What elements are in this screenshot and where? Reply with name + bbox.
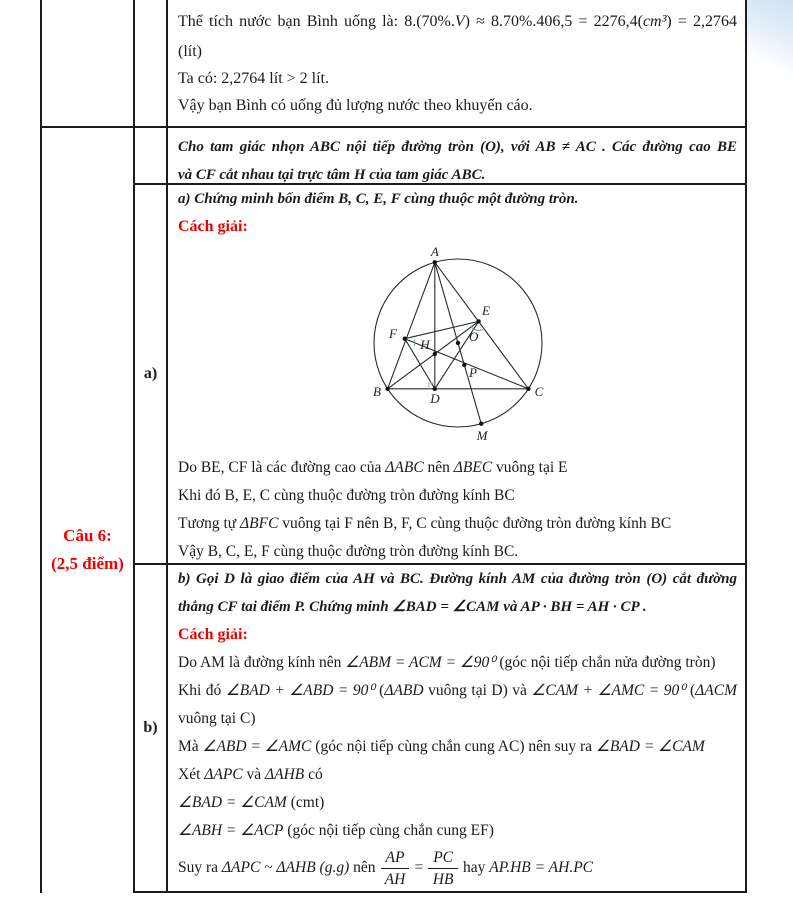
figure-point-label-O: O: [468, 329, 478, 344]
part-b-line-4: [178, 733, 737, 761]
text-segment: Suy ra: [178, 859, 222, 876]
math-segment: ΔAPC: [204, 766, 243, 783]
fraction1-numerator: AP: [381, 848, 410, 869]
point-M: [479, 422, 483, 426]
part-b-line-2: [178, 677, 737, 705]
part-a-line-4: [178, 538, 737, 566]
text-segment: Khi đó: [178, 682, 226, 699]
text-segment: (góc nội tiếp cùng chắn cung EF): [283, 822, 494, 839]
fraction-PC-HB: [428, 848, 458, 889]
prev-row-col1-cell: [42, 0, 135, 128]
comparison-line: Ta có: 2,2764 lít > 2 lít.: [178, 70, 329, 87]
text-segment: ) ≈ 8.70%.406,5 = 2276,4(: [464, 13, 643, 30]
part-b-line-5: [178, 761, 737, 789]
text-segment: và: [242, 766, 266, 783]
math-segment: ∠ABD = ∠AMC: [202, 738, 312, 755]
figure-point-label-F: F: [388, 326, 397, 341]
part-a-solution-cell: [168, 185, 747, 565]
page-corner-decoration: [747, 0, 793, 78]
figure-point-label-M: M: [476, 428, 487, 443]
text-segment: Do AM là đường kính nên: [178, 654, 346, 671]
part-a-marker-cell: [135, 185, 168, 565]
final-line-suffix: [463, 845, 593, 891]
figure-point-label-E: E: [481, 303, 490, 318]
part-b-title-line2: thẳng CF tai điểm P. Chứng minh ∠BAD = ∠CAM và AP · BH = AH · CP .: [178, 599, 647, 615]
part-a-solution-label: Cách giải:: [178, 218, 248, 235]
math-segment: V: [454, 13, 465, 30]
math-segment: ΔBEC: [453, 459, 493, 476]
fraction1-denominator: AH: [384, 870, 406, 888]
math-segment: AP.HB = AH.PC: [489, 859, 594, 876]
part-b-line-7: [178, 817, 737, 845]
part-b-marker: b): [143, 719, 158, 736]
conclusion-line: Vậy bạn Bình có uống đủ lượng nước theo khuyến cáo.: [178, 97, 533, 114]
fraction-equals-sign: =: [414, 859, 424, 876]
part-a-marker: a): [143, 365, 158, 382]
text-segment: (cmt): [286, 794, 325, 811]
figure-point-label-B: B: [372, 384, 381, 399]
part-b-solution-label: Cách giải:: [178, 626, 248, 643]
part-b-line-1: [178, 649, 737, 677]
problem-statement-line2: và CF cắt nhau tại trực tâm H của tam giác ABC.: [178, 167, 486, 183]
point-O: [455, 341, 459, 345]
text-segment: nên: [349, 859, 376, 876]
math-segment: ∠CAM + ∠AMC = 90⁰: [531, 682, 686, 699]
point-A: [432, 260, 436, 264]
part-a-line-2: [178, 482, 737, 510]
text-segment: Khi đó B, E, C cùng thuộc đường tròn đường kính BC: [178, 487, 515, 504]
text-segment: nên: [423, 459, 454, 476]
math-segment: ΔAHB: [265, 766, 305, 783]
text-segment: Mà: [178, 738, 203, 755]
text-segment: (góc nội tiếp chắn nửa đường tròn): [495, 654, 716, 671]
volume-formula-line: [178, 6, 737, 38]
prev-question-solution-cell: [168, 0, 747, 128]
figure-point-label-D: D: [429, 391, 440, 406]
math-segment: cm³: [642, 13, 667, 30]
point-E: [476, 319, 480, 323]
statement-row-marker-cell: [135, 128, 168, 185]
fraction2-denominator: HB: [432, 870, 454, 888]
text-segment: có: [304, 766, 323, 783]
text-segment: vuông tại F nên B, F, C cùng thuộc đường tròn đường kính BC: [278, 515, 672, 532]
part-a-title: a) Chứng minh bốn điểm B, C, E, F cùng thuộc một đường tròn.: [178, 191, 579, 207]
part-b-line-6: [178, 789, 737, 817]
figure-point-label-P: P: [468, 365, 477, 380]
point-F: [402, 337, 406, 341]
part-b-line-3: [178, 705, 737, 733]
point-C: [526, 387, 530, 391]
text-segment: (: [685, 682, 696, 699]
text-segment: Vậy B, C, E, F cùng thuộc đường tròn đường kính BC.: [178, 543, 519, 560]
text-segment: Xét: [178, 766, 205, 783]
part-a-line-3: [178, 510, 737, 538]
figure-point-label-C: C: [534, 384, 543, 399]
text-segment: Thể tích nước bạn Bình uống là: 8.(70%.: [178, 13, 455, 30]
volume-unit-line: (lít): [178, 43, 202, 60]
text-segment: vuông tại D) và: [423, 682, 532, 699]
figure-point-label-H: H: [419, 337, 430, 352]
math-segment: ΔABD: [384, 682, 424, 699]
point-P: [462, 363, 466, 367]
text-segment: vuông tại E: [492, 459, 568, 476]
text-segment: (: [374, 682, 385, 699]
final-line-prefix: [178, 845, 376, 891]
part-b-final-line: [178, 845, 737, 891]
math-segment: ∠ABM = ACM = ∠90⁰: [345, 654, 496, 671]
problem-statement-line1: Cho tam giác nhọn ABC nội tiếp đường tròn (O), với AB ≠ AC . Các đường cao BE: [178, 139, 737, 155]
fraction-AP-AH: [381, 848, 410, 889]
text-segment: ) = 2,2764: [666, 13, 737, 30]
point-B: [385, 387, 389, 391]
part-b-solution-cell: [168, 565, 747, 893]
math-segment: ΔAPC ~ ΔAHB (g.g): [221, 859, 350, 876]
figure-point-label-A: A: [430, 244, 439, 259]
solution-figure: [336, 243, 580, 452]
question-number: Câu 6:: [63, 526, 112, 545]
math-segment: ΔACM: [695, 682, 737, 699]
question-points: (2,5 điểm): [51, 554, 124, 573]
math-segment: ∠BAD + ∠ABD = 90⁰: [225, 682, 375, 699]
text-segment: (góc nội tiếp cùng chắn cung AC) nên suy ra: [311, 738, 596, 755]
math-segment: ΔABC: [385, 459, 424, 476]
math-segment: ΔBFC: [240, 515, 279, 532]
math-segment: ∠BAD = ∠CAM: [178, 794, 287, 811]
math-segment: ∠ABH = ∠ACP: [178, 822, 284, 839]
prev-row-col2-cell: [135, 0, 168, 128]
part-b-marker-cell: [135, 565, 168, 893]
part-b-title-line1: b) Gọi D là giao điểm của AH và BC. Đường kính AM của đường tròn (O) cắt đường: [178, 571, 737, 587]
fraction2-numerator: PC: [428, 848, 458, 869]
point-H: [432, 352, 436, 356]
text-segment: hay: [463, 859, 490, 876]
text-segment: Do BE, CF là các đường cao của: [178, 459, 386, 476]
question-number-cell: [42, 128, 135, 893]
geometry-diagram: [336, 243, 580, 447]
text-segment: Tương tự: [178, 515, 241, 532]
math-segment: ∠BAD = ∠CAM: [595, 738, 705, 755]
part-a-line-1: [178, 454, 737, 482]
text-segment: vuông tại C): [178, 710, 256, 727]
exam-table: [40, 0, 747, 893]
problem-statement-cell: [168, 128, 747, 185]
